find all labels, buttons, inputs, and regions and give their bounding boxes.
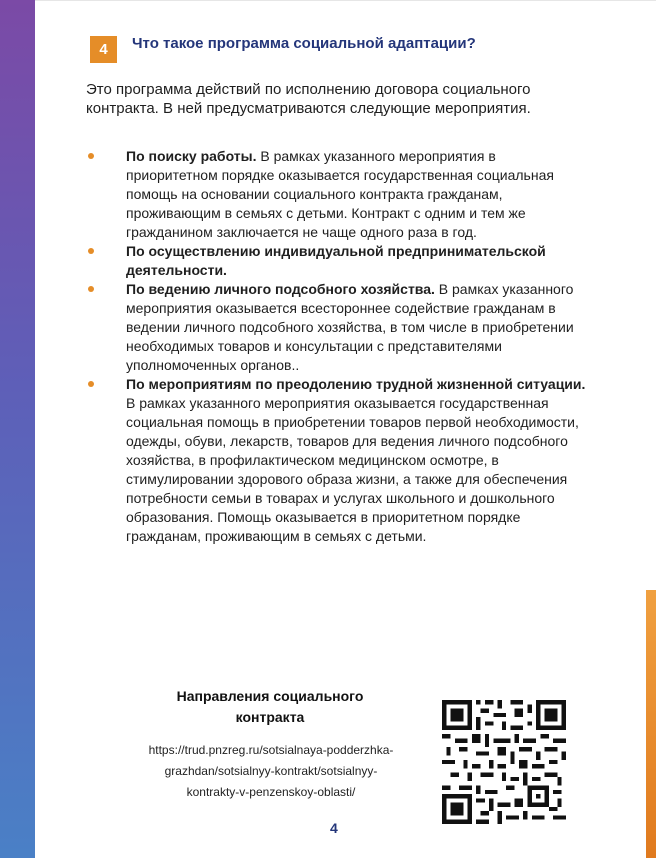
top-divider (35, 0, 656, 1)
directions-title: Направления социального контракта (176, 688, 364, 725)
list-item-heading: По ведению личного подсобного хозяйства. (126, 281, 435, 297)
list-item-heading: По поиску работы. (126, 148, 257, 164)
qr-code-icon (442, 700, 566, 824)
bullet-dot-icon (88, 248, 94, 254)
activities-list (86, 147, 586, 546)
bullet-dot-icon (88, 381, 94, 387)
list-item (86, 147, 586, 242)
intro-paragraph: Это программа действий по исполнению договора социального контракта. В ней предусматриваются следующие мероприятия. (86, 81, 531, 117)
section-number-badge: 4 (90, 36, 117, 63)
page-number: 4 (330, 820, 338, 836)
left-gradient-bar (0, 0, 35, 858)
list-item-body: В рамках указанного мероприятия оказывается всестороннее содействие гражданам в ведении личного подсобного хозяйства, в том числе в приобретении необходимых товаров и консультации с представителями уполномоченных органов.. (126, 281, 574, 373)
list-item (86, 242, 586, 280)
list-item-body: В рамках указанного мероприятия в приоритетном порядке оказывается государственная социальная помощь на основании социального контракта гражданам, проживающим в семьях с детьми. Контракт с одним и тем же гражданином заключается не чаще одного раза в год. (126, 148, 554, 240)
list-item (86, 375, 586, 546)
bullet-dot-icon (88, 286, 94, 292)
list-item-heading: По осуществлению индивидуальной предпринимательской деятельности. (126, 243, 546, 278)
directions-link[interactable]: https://trud.pnzreg.ru/sotsialnaya-podderzhka-grazhdan/sotsialnyy-kontrakt/sotsialnyy-kontrakty-v-penzenskoy-oblasti/ (148, 743, 394, 799)
bullet-dot-icon (88, 153, 94, 159)
right-orange-accent (646, 590, 656, 858)
list-item-body: В рамках указанного мероприятия оказывается государственная социальная помощь в приобретении товаров первой необходимости, одежды, обуви, лекарств, товаров для ведения личного подсобного хозяйства, в профилактическом медицинском осмотре, в стимулировании здорового образа жизни, а также для обеспечения потребности семьи в товарах и услугах школьного и дошкольного образования. Помощь оказывается в приоритетном порядке гражданам, проживающим в семьях с детьми. (126, 395, 579, 544)
section-title: Что такое программа социальной адаптации? (132, 35, 476, 52)
list-item-heading: По мероприятиям по преодолению трудной жизненной ситуации. (126, 376, 586, 392)
list-item (86, 280, 586, 375)
